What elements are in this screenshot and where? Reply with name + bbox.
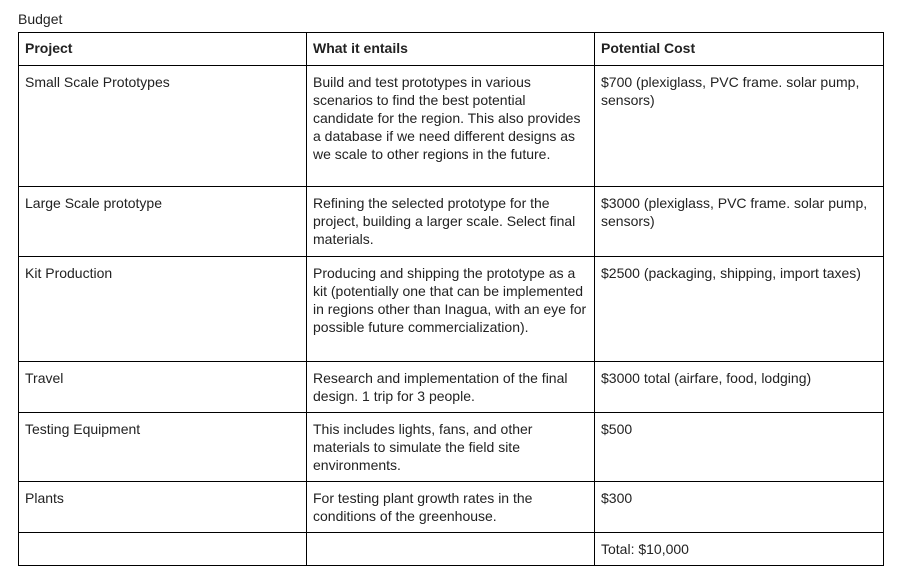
cell-entails: Build and test prototypes in various scenarios to find the best potential candidate for the region. This also provides a database if we need different designs as we scale to other regions in the future. [307, 66, 595, 187]
budget-table [18, 32, 884, 566]
cell-project: Testing Equipment [19, 413, 307, 482]
column-header-cost: Potential Cost [595, 33, 884, 66]
cell-entails: Research and implementation of the final design. 1 trip for 3 people. [307, 362, 595, 413]
total-row [19, 533, 884, 566]
cell-entails [307, 533, 595, 566]
table-row [19, 257, 884, 362]
cell-cost: $3000 total (airfare, food, lodging) [595, 362, 884, 413]
table-row [19, 413, 884, 482]
cell-entails: This includes lights, fans, and other materials to simulate the field site environments. [307, 413, 595, 482]
cell-project [19, 533, 307, 566]
cell-entails: Refining the selected prototype for the project, building a larger scale. Select final materials. [307, 187, 595, 257]
cell-project: Plants [19, 482, 307, 533]
total-cost: Total: $10,000 [595, 533, 884, 566]
cell-cost: $700 (plexiglass, PVC frame. solar pump, sensors) [595, 66, 884, 187]
cell-project: Large Scale prototype [19, 187, 307, 257]
table-row [19, 187, 884, 257]
column-header-entails: What it entails [307, 33, 595, 66]
table-header-row [19, 33, 884, 66]
table-row [19, 362, 884, 413]
table-caption: Budget [18, 11, 63, 27]
cell-project: Travel [19, 362, 307, 413]
cell-project: Small Scale Prototypes [19, 66, 307, 187]
table-row [19, 66, 884, 187]
cell-entails: For testing plant growth rates in the conditions of the greenhouse. [307, 482, 595, 533]
cell-cost: $3000 (plexiglass, PVC frame. solar pump, sensors) [595, 187, 884, 257]
cell-cost: $300 [595, 482, 884, 533]
cell-entails: Producing and shipping the prototype as a kit (potentially one that can be implemented in regions other than Inagua, with an eye for possible future commercialization). [307, 257, 595, 362]
cell-project: Kit Production [19, 257, 307, 362]
cell-cost: $500 [595, 413, 884, 482]
column-header-project: Project [19, 33, 307, 66]
cell-cost: $2500 (packaging, shipping, import taxes) [595, 257, 884, 362]
table-row [19, 482, 884, 533]
